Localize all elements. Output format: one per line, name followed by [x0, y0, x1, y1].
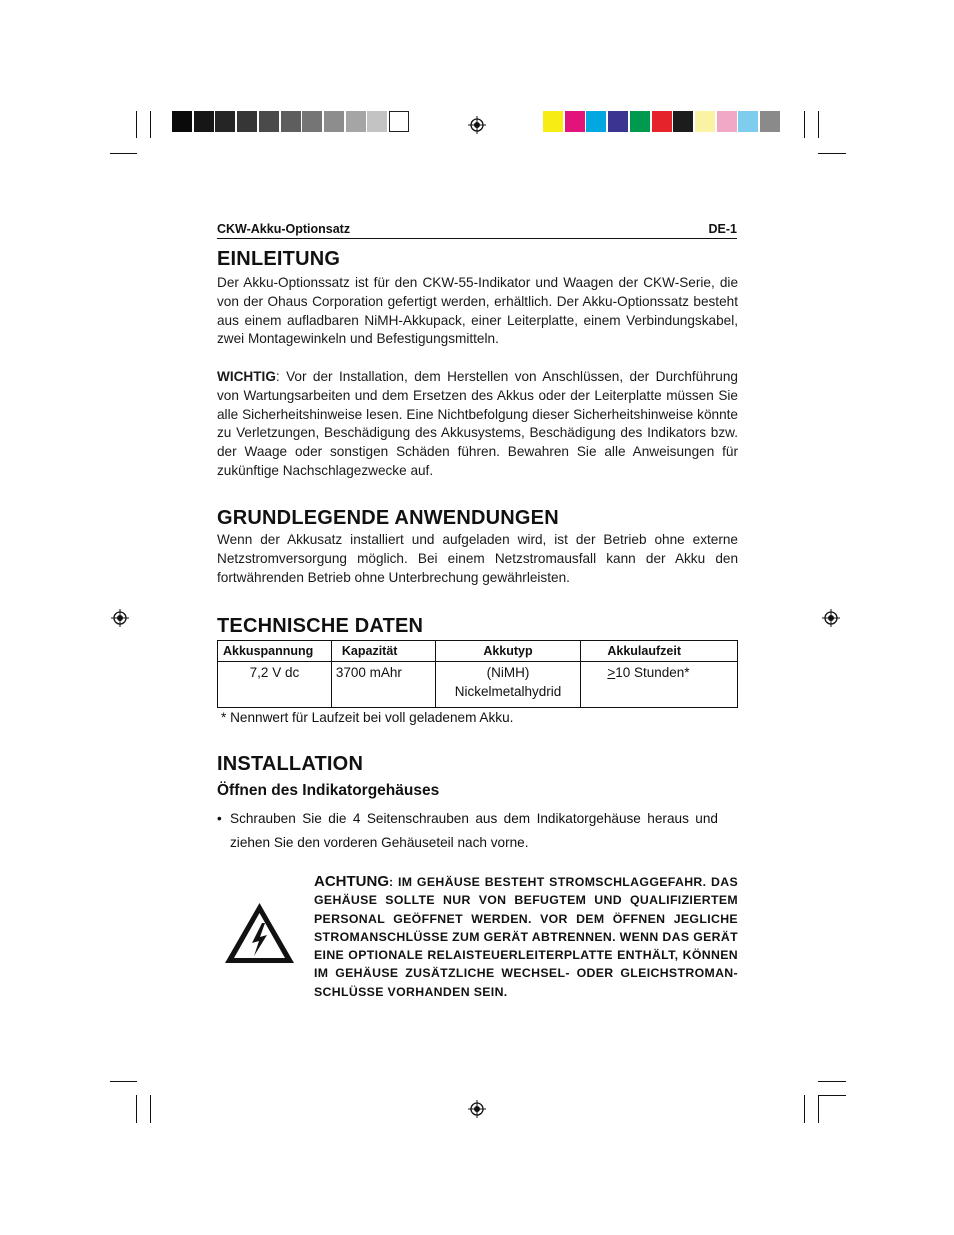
bullet-text: Schrauben Sie die 4 Seitenschrauben aus dem Indikatorgehäuse heraus und ziehen Sie den vorderen Gehäuseteil nach vorne.	[230, 811, 718, 850]
color-swatch	[652, 111, 672, 132]
running-header	[217, 221, 737, 239]
gray-swatch	[324, 111, 344, 132]
crop-mark	[818, 153, 846, 154]
subsection-title: Öffnen des Indikatorgehäuses	[217, 782, 440, 799]
gray-swatch	[259, 111, 279, 132]
intro-paragraph: Der Akku-Optionssatz ist für den CKW-55-Indikator und Waagen der CKW-Serie, die von der Ohaus Corporation gefertigt werden, erhältlich. Der Akku-Optionssatz besteht aus einem aufladbaren NiMH-Akkupack, einer Leiterplatte, einem Verbindungskabel, zwei Montagewinkeln und Befestigungsmitteln.	[217, 275, 738, 347]
type-cell	[435, 662, 581, 708]
color-swatch	[586, 111, 606, 132]
crop-mark	[818, 1095, 819, 1123]
important-paragraph	[217, 368, 738, 481]
gray-swatch	[389, 111, 409, 132]
registration-mark-icon	[111, 609, 129, 627]
color-swatch	[695, 111, 715, 132]
column-header: Akkulaufzeit	[581, 641, 738, 662]
type-line: Nickelmetalhydrid	[454, 684, 562, 699]
gray-swatch	[194, 111, 214, 132]
crop-mark	[110, 1081, 137, 1082]
color-swatch	[717, 111, 737, 132]
high-voltage-warning-icon	[223, 901, 296, 965]
crop-mark	[818, 111, 819, 138]
crop-mark	[818, 1095, 846, 1096]
bullet-icon: •	[217, 811, 222, 826]
crop-mark	[804, 111, 805, 138]
color-swatch	[673, 111, 693, 132]
page-number: DE-1	[708, 222, 737, 236]
runtime-value: 10 Stunden*	[615, 665, 690, 680]
gray-swatch	[215, 111, 235, 132]
registration-mark-icon	[468, 1100, 486, 1118]
table-header-row	[218, 641, 738, 662]
crop-mark	[804, 1095, 805, 1123]
color-swatch	[738, 111, 758, 132]
gray-swatch	[302, 111, 322, 132]
crop-mark	[136, 1095, 137, 1123]
greater-equal-symbol: >	[607, 665, 616, 680]
column-header: Akkuspannung	[218, 641, 332, 662]
applications-paragraph: Wenn der Akkusatz installiert und aufgeladen wird, ist der Betrieb ohne externe Netzstromversorgung möglich. Bei einem Netzstromausfall kann der Akku den fortwährenden Betrieb ohne Unterbrechung gewährleisten.	[217, 532, 738, 585]
registration-mark-icon	[468, 116, 486, 134]
section-title-installation: INSTALLATION	[217, 753, 364, 775]
important-text: : Vor der Installation, dem Herstellen von Anschlüssen, der Durchführung von Wartungsarbeiten und dem Ersetzen des Akkus oder der Leiterplatte müssen Sie alle Sicherheitshinweise lesen. Eine Nichtbefolgung dieser Sicherheitshinweise könnte zu Verletzungen, Beschädigung des Akkusystems, Beschädigung des Indikators bzw. der Waage oder sonstigen Schäden führen. Bewahren Sie alle Anweisungen für zukünftige Nachschlagezwecke auf.	[217, 369, 738, 478]
color-swatch	[565, 111, 585, 132]
running-header-title: CKW-Akku-Optionsatz	[217, 222, 351, 236]
gray-swatch	[281, 111, 301, 132]
section-title-anwendungen: GRUNDLEGENDE ANWENDUNGEN	[217, 507, 559, 529]
warning-text-block	[314, 873, 738, 1001]
gray-swatch	[237, 111, 257, 132]
color-swatch	[608, 111, 628, 132]
crop-mark	[150, 111, 151, 138]
section-title-technische-daten: TECHNISCHE DATEN	[217, 615, 424, 637]
capacity-cell: 3700 mAhr	[331, 662, 435, 708]
warning-label: ACHTUNG	[314, 873, 389, 890]
important-label: WICHTIG	[217, 369, 276, 384]
column-header: Akkutyp	[435, 641, 581, 662]
registration-mark-icon	[822, 609, 840, 627]
type-line: (NiMH)	[486, 665, 530, 680]
section-title-einleitung: EINLEITUNG	[217, 248, 341, 270]
color-swatch	[543, 111, 563, 132]
gray-swatch	[367, 111, 387, 132]
crop-mark	[110, 153, 137, 154]
spec-table	[217, 640, 738, 708]
table-row	[218, 662, 738, 708]
voltage-cell: 7,2 V dc	[218, 662, 332, 708]
crop-mark	[150, 1095, 151, 1123]
warning-body: : IM GEHÄUSE BESTEHT STROMSCHLAGGEFAHR. DAS GEHÄUSE SOLLTE NUR VON BEFUGTEM UND QUALIFIZIERTEM PERSONAL GEÖFFNET WERDEN. VOR DEM ÖFFNEN JEGLICHE STROMANSCHLÜSSE ZUM GERÄT ABTRENNEN. WENN DAS GERÄT EINE OPTIONALE RELAISTEUERLEITERPLATTE ENTHÄLT, KÖNNEN IM GEHÄUSE ZUSÄTZLICHE WECHSEL- ODER GLEICHSTROMAN-SCHLÜSSE VORHANDEN SEIN.	[314, 875, 738, 999]
color-swatch	[760, 111, 780, 132]
gray-swatch	[172, 111, 192, 132]
column-header: Kapazität	[331, 641, 435, 662]
crop-mark	[818, 1081, 846, 1082]
crop-mark	[136, 111, 137, 138]
color-swatch	[630, 111, 650, 132]
runtime-cell	[581, 662, 738, 708]
gray-swatch	[346, 111, 366, 132]
table-footnote: * Nennwert für Laufzeit bei voll geladenem Akku.	[221, 710, 514, 725]
